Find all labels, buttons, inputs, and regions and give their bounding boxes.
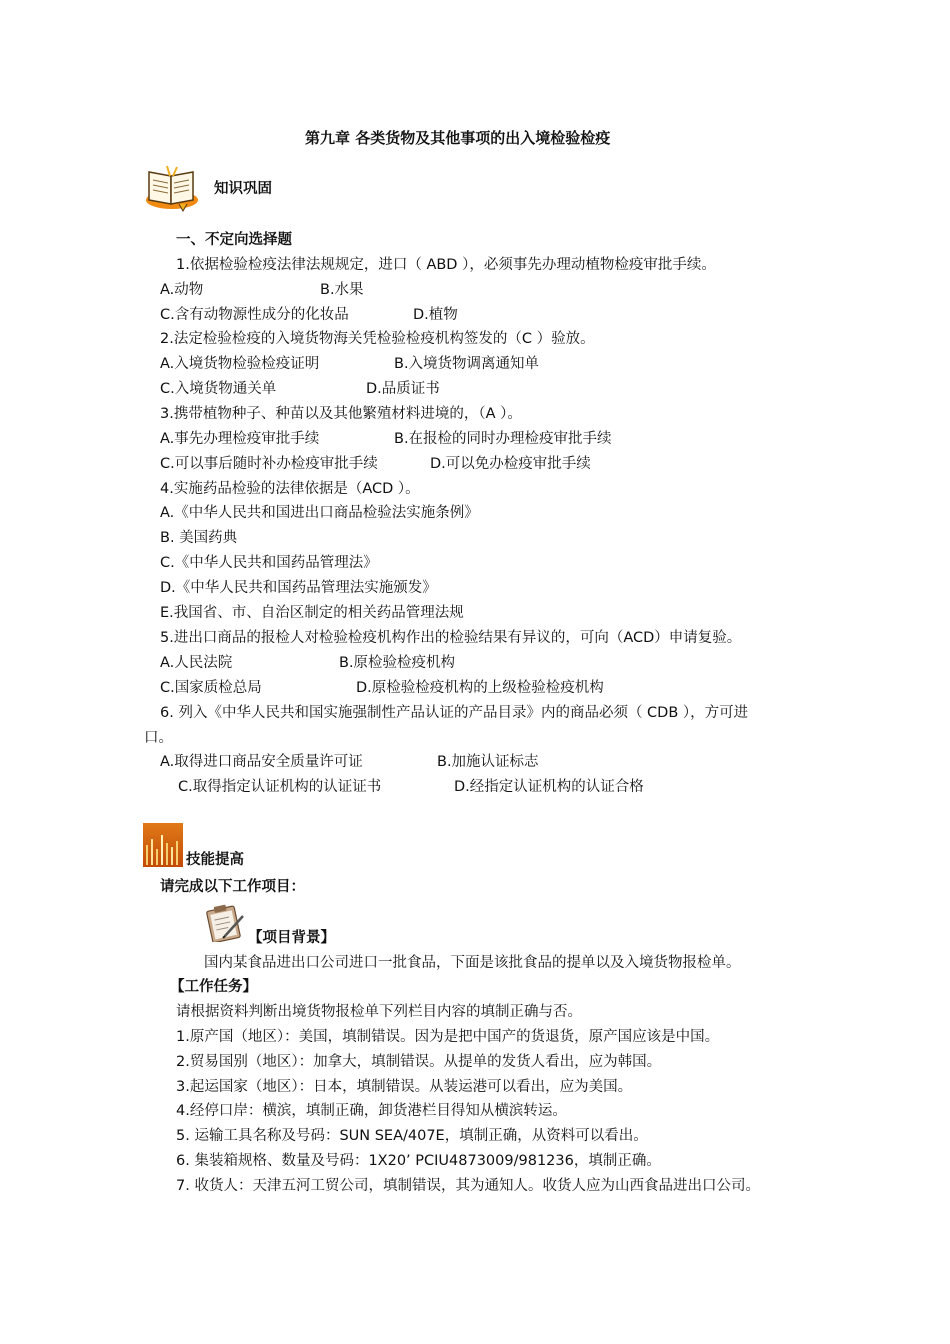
q3-option-a: A.事先办理检疫审批手续 [160,431,320,447]
q2-option-d: D.品质证书 [366,381,440,397]
task-item-7: 7. 收货人：天津五河工贸公司，填制错误，其为通知人。收货人应为山西食品进出口公司。 [176,1178,760,1194]
q3-option-c: C.可以事后随时补办检疫审批手续 [160,456,378,472]
question-4-stem: 4.实施药品检验的法律依据是（ACD ）。 [160,481,420,497]
q2-option-a: A.入境货物检验检疫证明 [160,356,320,372]
q2-option-b: B.入境货物调离通知单 [394,356,540,372]
work-instruction: 请完成以下工作项目： [160,879,305,895]
q5-option-a: A.人民法院 [160,655,233,671]
question-3-stem: 3.携带植物种子、种苗以及其他繁殖材料进境的，（A ）。 [160,406,522,422]
q3-option-d: D.可以免办检疫审批手续 [430,456,591,472]
work-task-label: 【工作任务】 [170,979,257,995]
task-item-5: 5. 运输工具名称及号码：SUN SEA/407E，填制正确，从资料可以看出。 [176,1128,648,1144]
section-heading-skills: 技能提高 [186,852,244,868]
question-5-stem: 5.进出口商品的报检人对检验检疫机构作出的检验结果有异议的，可向（ACD）申请复验。 [160,630,742,646]
question-6-stem: 6. 列入《中华人民共和国实施强制性产品认证的产品目录》内的商品必须（ CDB ），方可进 [160,705,749,721]
q6-option-d: D.经指定认证机构的认证合格 [454,779,644,795]
project-background-text: 国内某食品进出口公司进口一批食品，下面是该批食品的提单以及入境货物报检单。 [204,955,741,971]
q1-option-b: B.水果 [320,282,364,298]
task-item-2: 2.贸易国别（地区）：加拿大，填制错误。从提单的发货人看出，应为韩国。 [176,1054,662,1070]
q2-option-c: C.入境货物通关单 [160,381,277,397]
q1-option-c: C.含有动物源性成分的化妆品 [160,307,349,323]
q6-option-c: C.取得指定认证机构的认证证书 [178,779,382,795]
q4-option-c: C.《中华人民共和国药品管理法》 [160,555,378,571]
question-2-stem: 2.法定检验检疫的入境货物海关凭检验检疫机构签发的（C ）验放。 [160,331,595,347]
task-item-4: 4.经停口岸：横滨，填制正确，卸货港栏目得知从横滨转运。 [176,1103,567,1119]
section-heading-knowledge: 知识巩固 [214,181,272,197]
q4-option-a: A.《中华人民共和国进出口商品检验法实施条例》 [160,505,479,521]
task-item-6: 6. 集装箱规格、数量及号码：1X20’ PCIU4873009/981236，填制正确。 [176,1153,661,1169]
q6-option-b: B.加施认证标志 [437,754,539,770]
subheading-choice-questions: 一、不定向选择题 [176,232,292,248]
q4-option-b: B. 美国药典 [160,530,238,546]
clipboard-icon [203,902,247,942]
q5-option-c: C.国家质检总局 [160,680,262,696]
open-book-icon [143,164,201,212]
q1-option-d: D.植物 [413,307,458,323]
q3-option-b: B.在报检的同时办理检疫审批手续 [394,431,612,447]
q4-option-d: D.《中华人民共和国药品管理法实施颁发》 [160,580,437,596]
task-item-1: 1.原产国（地区）：美国，填制错误。因为是把中国产的货退货，原产国应该是中国。 [176,1029,720,1045]
work-task-intro: 请根据资料判断出境货物报检单下列栏目内容的填制正确与否。 [176,1004,582,1020]
skills-image-icon [143,823,183,867]
q5-option-d: D.原检验检疫机构的上级检验检疫机构 [356,680,604,696]
q4-option-e: E.我国省、市、自治区制定的相关药品管理法规 [160,605,464,621]
q6-option-a: A.取得进口商品安全质量许可证 [160,754,363,770]
question-6-stem-cont: 口。 [144,730,173,746]
q5-option-b: B.原检验检疫机构 [339,655,456,671]
question-1-stem: 1.依据检验检疫法律法规规定，进口（ ABD ），必须事先办理动植物检疫审批手续。 [176,257,716,273]
task-item-3: 3.起运国家（地区）：日本，填制错误。从装运港可以看出，应为美国。 [176,1079,633,1095]
project-background-label: 【项目背景】 [248,930,335,946]
q1-option-a: A.动物 [160,282,204,298]
page-title: 第九章 各类货物及其他事项的出入境检验检疫 [305,129,611,147]
